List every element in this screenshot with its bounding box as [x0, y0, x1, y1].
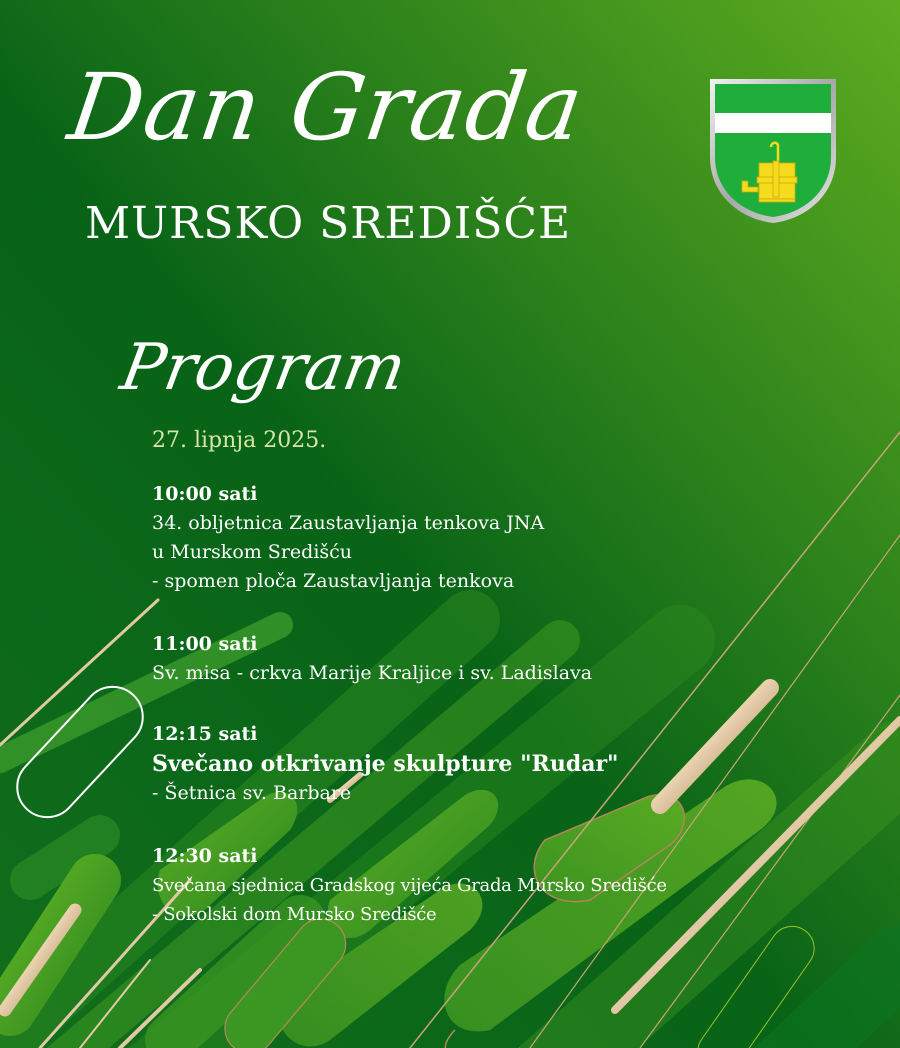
event-description: Svečana sjednica Gradskog vijeća Grada Mursko Središće	[152, 875, 667, 896]
event-headline: Svečano otkrivanje skulpture "Rudar"	[152, 751, 619, 777]
event-item	[152, 480, 544, 596]
event-time: 11:00 sati	[152, 633, 258, 655]
event-item	[152, 842, 667, 929]
event-item	[152, 720, 619, 808]
event-location: - Šetnica sv. Barbare	[152, 782, 352, 804]
event-time: 12:15 sati	[152, 723, 258, 745]
city-name: MURSKO SREDIŠĆE	[85, 198, 572, 249]
program-date: 27. lipnja 2025.	[152, 428, 327, 453]
coat-of-arms-icon	[706, 75, 840, 225]
event-location: - spomen ploča Zaustavljanja tenkova	[152, 570, 515, 592]
event-description: u Murskom Središću	[152, 541, 353, 563]
program-title: Program	[115, 331, 412, 405]
event-description: Sv. misa - crkva Marije Kraljice i sv. Ladislava	[152, 662, 593, 684]
event-title: Dan Grada	[62, 54, 590, 161]
event-time: 10:00 sati	[152, 483, 258, 505]
event-item	[152, 630, 592, 688]
event-location: - Sokolski dom Mursko Središće	[152, 904, 437, 925]
event-description: 34. obljetnica Zaustavljanja tenkova JNA	[152, 512, 545, 534]
event-time: 12:30 sati	[152, 845, 258, 867]
